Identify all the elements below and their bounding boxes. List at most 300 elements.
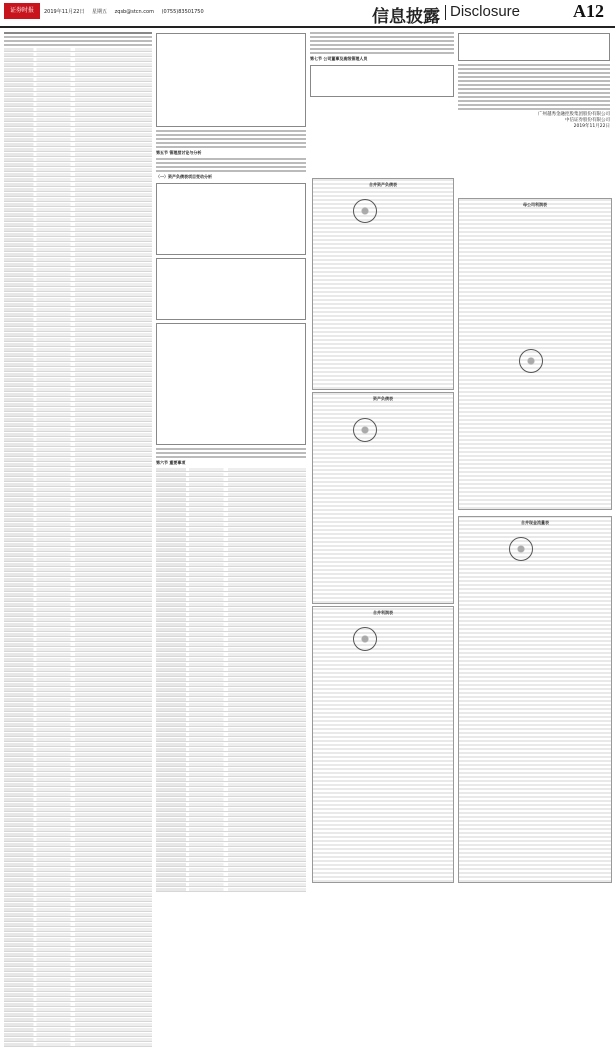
table-row (156, 708, 306, 712)
table-row (4, 1008, 152, 1012)
table-row (4, 933, 152, 937)
table-row (156, 783, 306, 787)
table-row (4, 283, 152, 287)
table-row (156, 778, 306, 782)
table-row (4, 403, 152, 407)
table-row (4, 813, 152, 817)
table-row (4, 1023, 152, 1027)
table-row (4, 838, 152, 842)
table-row (156, 508, 306, 512)
table-row (4, 633, 152, 637)
table-row (4, 923, 152, 927)
table-row (4, 238, 152, 242)
table-row (4, 208, 152, 212)
table-row (156, 583, 306, 587)
table-row (4, 193, 152, 197)
table-row (156, 593, 306, 597)
column-4 (458, 30, 610, 170)
table-row (156, 773, 306, 777)
table-row (4, 313, 152, 317)
table-row (4, 463, 152, 467)
table-row (4, 718, 152, 722)
table-row (156, 713, 306, 717)
summary-table (156, 33, 306, 127)
table-row (4, 398, 152, 402)
table-row (156, 553, 306, 557)
table-row (4, 158, 152, 162)
table-row (4, 788, 152, 792)
issue-weekday: 星期五 (92, 9, 108, 15)
table-row (4, 243, 152, 247)
table-row (4, 868, 152, 872)
table-row (4, 418, 152, 422)
table-row (4, 873, 152, 877)
table-row (4, 408, 152, 412)
table-row (156, 648, 306, 652)
table-row (4, 263, 152, 267)
table-row (156, 748, 306, 752)
table-row (4, 273, 152, 277)
table-row (4, 233, 152, 237)
table-row (4, 913, 152, 917)
table-row (156, 498, 306, 502)
scanned-consolidated-balance-sheet (312, 178, 454, 390)
table-row (4, 668, 152, 672)
table-row (156, 488, 306, 492)
table-row (156, 573, 306, 577)
table-row (156, 758, 306, 762)
table-row (4, 993, 152, 997)
table-row (4, 623, 152, 627)
table-row (4, 763, 152, 767)
table-row (4, 653, 152, 657)
table-row (4, 513, 152, 517)
table-row (4, 108, 152, 112)
table-row (4, 808, 152, 812)
table-row (4, 423, 152, 427)
table-row (4, 643, 152, 647)
table-row (4, 598, 152, 602)
table-row (4, 333, 152, 337)
table-row (4, 308, 152, 312)
table-row (4, 483, 152, 487)
table-row (4, 893, 152, 897)
table-row (4, 793, 152, 797)
column-1 (4, 30, 152, 880)
table-row (4, 783, 152, 787)
table-row (4, 438, 152, 442)
table-row (156, 873, 306, 877)
publication-info (44, 8, 210, 15)
table-row (4, 453, 152, 457)
table-row (156, 853, 306, 857)
section-title-zh: 信息披露 (372, 7, 440, 27)
income-change-table (156, 258, 306, 320)
table-row (4, 343, 152, 347)
table-row (4, 758, 152, 762)
table-row (4, 288, 152, 292)
table-row (4, 268, 152, 272)
contact-phone: (0755)83501750 (161, 9, 204, 15)
scan-title: 合并现金流量表 (521, 520, 549, 525)
table-row (4, 53, 152, 57)
table-row (4, 413, 152, 417)
table-row (4, 298, 152, 302)
table-row (4, 133, 152, 137)
table-row (4, 468, 152, 472)
table-row (4, 478, 152, 482)
table-row (4, 323, 152, 327)
table-row (4, 503, 152, 507)
table-row (4, 88, 152, 92)
table-row (4, 673, 152, 677)
table-row (4, 883, 152, 887)
table-row (4, 703, 152, 707)
table-row (4, 223, 152, 227)
sign-date: 2019年11月22日 (573, 124, 610, 129)
table-row (4, 188, 152, 192)
scan-title: 母公司利润表 (523, 202, 547, 207)
table-row (4, 368, 152, 372)
table-row (156, 693, 306, 697)
table-row (156, 653, 306, 657)
signature-block (458, 112, 610, 130)
table-row (156, 633, 306, 637)
table-row (4, 748, 152, 752)
table-row (4, 613, 152, 617)
table-row (4, 823, 152, 827)
table-row (4, 948, 152, 952)
table-row (156, 883, 306, 887)
table-row (4, 48, 152, 52)
table-row (156, 588, 306, 592)
table-row (156, 668, 306, 672)
table-row (4, 858, 152, 862)
table-row (156, 843, 306, 847)
table-row (156, 803, 306, 807)
table-row (156, 798, 306, 802)
table-row (4, 618, 152, 622)
table-row (156, 838, 306, 842)
table-row (4, 73, 152, 77)
table-row (4, 678, 152, 682)
table-row (4, 533, 152, 537)
table-row (4, 663, 152, 667)
table-row (4, 58, 152, 62)
table-row (156, 563, 306, 567)
table-row (156, 658, 306, 662)
section-heading-2: 第六节 重要事项 (156, 460, 186, 465)
table-row (4, 138, 152, 142)
table-row (4, 383, 152, 387)
table-row (4, 143, 152, 147)
table-row (4, 1043, 152, 1047)
table-row (4, 558, 152, 562)
table-row (4, 168, 152, 172)
table-row (4, 843, 152, 847)
table-row (156, 858, 306, 862)
table-row (4, 568, 152, 572)
table-row (4, 963, 152, 967)
table-row (4, 593, 152, 597)
table-row (4, 608, 152, 612)
table-row (156, 473, 306, 477)
table-row (4, 278, 152, 282)
table-row (4, 358, 152, 362)
table-row (4, 473, 152, 477)
company-seal (353, 627, 377, 651)
table-row (156, 788, 306, 792)
table-row (4, 488, 152, 492)
table-row (4, 493, 152, 497)
table-row (156, 888, 306, 892)
table-row (4, 968, 152, 972)
table-row (4, 958, 152, 962)
balance-change-table (156, 183, 306, 255)
newspaper-logo: 证券时报 (4, 3, 40, 19)
table-row (4, 78, 152, 82)
table-row (4, 123, 152, 127)
table-row (4, 828, 152, 832)
table-row (156, 643, 306, 647)
table-row (4, 293, 152, 297)
holdings-table (4, 48, 152, 1047)
table-row (4, 328, 152, 332)
table-row (156, 723, 306, 727)
masthead (0, 0, 615, 28)
table-row (156, 613, 306, 617)
table-row (4, 553, 152, 557)
table-row (156, 578, 306, 582)
section-divider (445, 5, 446, 20)
table-row (4, 458, 152, 462)
table-row (4, 213, 152, 217)
table-row (4, 918, 152, 922)
table-row (4, 943, 152, 947)
scanned-balance-sheet (312, 392, 454, 604)
cashflow-change-table (156, 323, 306, 445)
table-row (4, 658, 152, 662)
table-row (156, 638, 306, 642)
page-number: A12 (573, 1, 604, 21)
company-seal (353, 418, 377, 442)
table-row (4, 983, 152, 987)
table-row (4, 178, 152, 182)
scan-title: 合并利润表 (373, 610, 393, 615)
table-row (4, 743, 152, 747)
table-row (4, 878, 152, 882)
table-row (4, 1003, 152, 1007)
table-row (156, 478, 306, 482)
table-row (156, 823, 306, 827)
table-row (156, 558, 306, 562)
scanned-parent-income-statement (458, 198, 612, 510)
table-row (156, 663, 306, 667)
table-row (156, 678, 306, 682)
table-row (156, 728, 306, 732)
table-row (4, 148, 152, 152)
table-row (156, 518, 306, 522)
table-row (4, 128, 152, 132)
table-row (4, 183, 152, 187)
table-row (4, 773, 152, 777)
table-row (4, 363, 152, 367)
section-title-en: Disclosure (450, 3, 521, 20)
table-row (4, 683, 152, 687)
table-row (4, 803, 152, 807)
table-row (156, 863, 306, 867)
table-row (156, 848, 306, 852)
table-row (4, 433, 152, 437)
table-row (4, 853, 152, 857)
table-row (156, 608, 306, 612)
table-row (4, 778, 152, 782)
table-row (4, 518, 152, 522)
table-row (156, 763, 306, 767)
table-row (156, 598, 306, 602)
table-row (156, 733, 306, 737)
section-heading: 第五节 管理层讨论与分析 (156, 150, 202, 155)
table-row (156, 548, 306, 552)
table-row (4, 153, 152, 157)
table-row (156, 513, 306, 517)
scanned-income-statement (312, 606, 454, 883)
directors-table (310, 65, 454, 97)
table-row (4, 528, 152, 532)
table-row (4, 228, 152, 232)
table-row (156, 793, 306, 797)
table-row (156, 698, 306, 702)
scan-title: 资产负债表 (373, 396, 393, 401)
table-row (4, 733, 152, 737)
table-row (156, 813, 306, 817)
table-row (4, 688, 152, 692)
table-row (4, 353, 152, 357)
table-row (4, 1018, 152, 1022)
company-seal (519, 349, 543, 373)
table-row (4, 928, 152, 932)
table-row (4, 318, 152, 322)
company-seal (509, 537, 533, 561)
table-row (156, 528, 306, 532)
table-row (4, 898, 152, 902)
table-row (4, 908, 152, 912)
table-row (4, 988, 152, 992)
table-row (4, 173, 152, 177)
subsection-heading: （一）资产负债表项目变动分析 (156, 174, 212, 179)
table-row (4, 348, 152, 352)
table-row (4, 863, 152, 867)
table-row (4, 103, 152, 107)
table-row (156, 818, 306, 822)
directors-heading: 第七节 公司董事及高级管理人员 (310, 56, 368, 61)
table-row (156, 603, 306, 607)
table-row (4, 163, 152, 167)
sign-company: 广州越秀金融控股集团股份有限公司 (538, 112, 610, 117)
table-row (4, 753, 152, 757)
table-row (156, 768, 306, 772)
table-row (156, 688, 306, 692)
table-row (4, 63, 152, 67)
table-row (156, 743, 306, 747)
issue-date: 2019年11月22日 (44, 9, 85, 15)
sign-sponsor: 中信证券股份有限公司 (565, 118, 610, 123)
table-row (4, 628, 152, 632)
table-row (4, 198, 152, 202)
table-row (4, 393, 152, 397)
table-row (4, 903, 152, 907)
table-row (156, 718, 306, 722)
table-row (4, 443, 152, 447)
table-row (4, 218, 152, 222)
table-row (4, 93, 152, 97)
table-row (4, 118, 152, 122)
table-row (156, 483, 306, 487)
table-row (4, 888, 152, 892)
table-row (156, 868, 306, 872)
table-row (156, 738, 306, 742)
table-row (156, 533, 306, 537)
table-row (4, 523, 152, 527)
table-row (4, 768, 152, 772)
table-row (156, 623, 306, 627)
table-row (4, 573, 152, 577)
table-row (156, 703, 306, 707)
table-row (4, 708, 152, 712)
company-seal (353, 199, 377, 223)
table-row (156, 503, 306, 507)
table-row (156, 828, 306, 832)
table-row (156, 628, 306, 632)
table-row (4, 713, 152, 717)
table-row (4, 1028, 152, 1032)
table-row (4, 1033, 152, 1037)
table-row (4, 978, 152, 982)
table-row (4, 638, 152, 642)
table-row (4, 798, 152, 802)
table-row (156, 753, 306, 757)
table-row (156, 468, 306, 472)
table-row (4, 388, 152, 392)
table-row (4, 253, 152, 257)
table-row (4, 538, 152, 542)
table-row (4, 973, 152, 977)
table-row (4, 723, 152, 727)
table-row (4, 448, 152, 452)
table-row (4, 428, 152, 432)
table-row (4, 588, 152, 592)
table-row (4, 953, 152, 957)
table-row (4, 583, 152, 587)
table-row (4, 998, 152, 1002)
table-row (4, 738, 152, 742)
table-row (4, 498, 152, 502)
table-row (156, 878, 306, 882)
table-row (4, 378, 152, 382)
table-row (4, 248, 152, 252)
scan-title: 合并资产负债表 (369, 182, 397, 187)
table-row (4, 1013, 152, 1017)
contact-email: zqsb@stcn.com (114, 9, 154, 15)
table-row (4, 338, 152, 342)
table-row (4, 83, 152, 87)
table-row (156, 568, 306, 572)
table-row (4, 258, 152, 262)
table-row (156, 493, 306, 497)
table-row (4, 303, 152, 307)
table-row (4, 848, 152, 852)
table-row (156, 683, 306, 687)
